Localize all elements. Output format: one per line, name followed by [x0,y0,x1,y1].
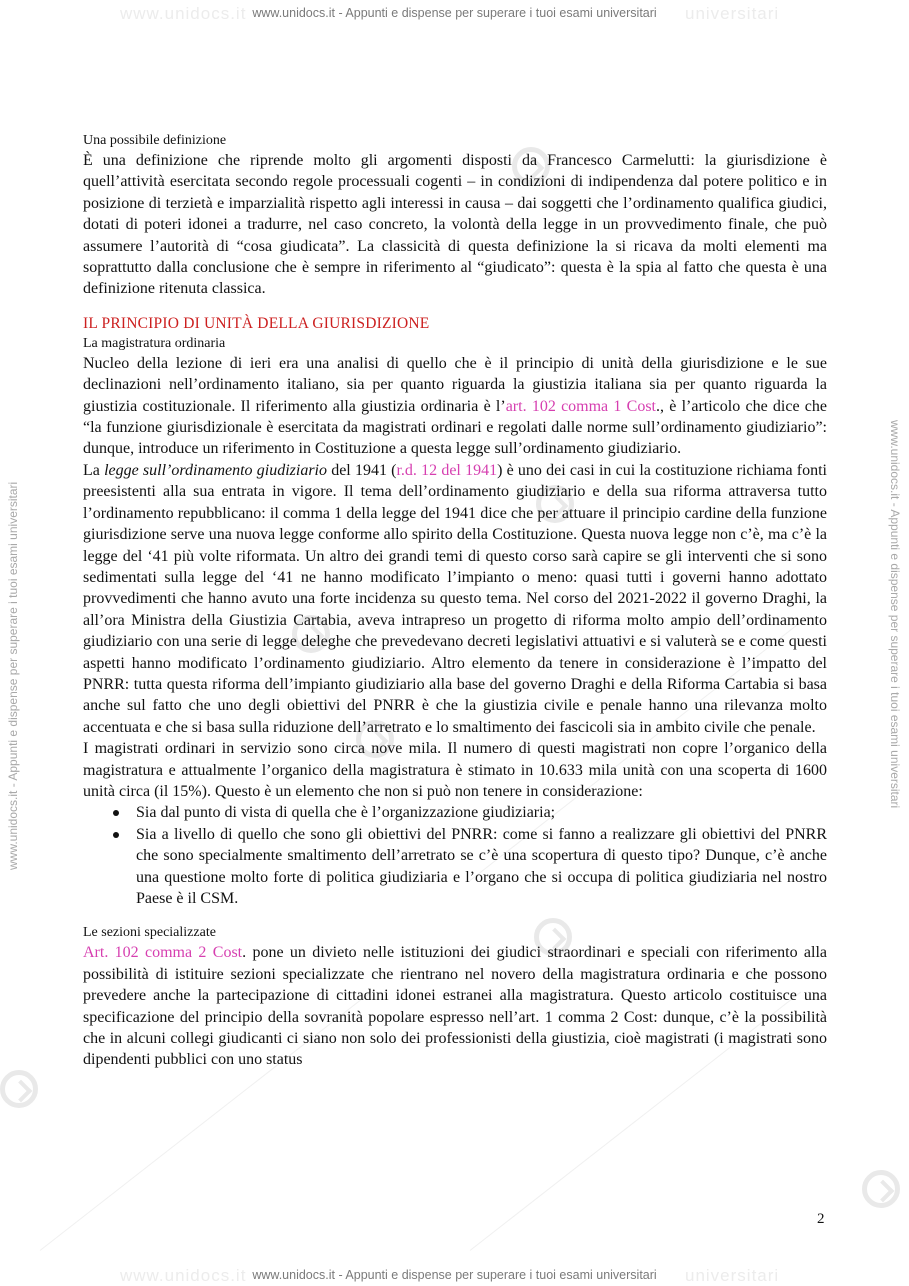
faint-watermark-top-left: www.unidocs.it [120,4,247,23]
watermark-logo-icon [0,1070,38,1108]
list-item: Sia a livello di quello che sono gli obiettivi del PNRR: come si fanno a realizzare gli obiettivi del PNRR che sono specialmente smaltimento dell’arretrato se c’è una scopertura di questo tipo? Dunque, c’è anche una questione molto forte di politica giudiziaria e l’organo che si occupa di politica giudiziaria nel nostro Paese è il CSM. [83,824,827,910]
watermark-logo-icon [862,1170,900,1208]
bullet-list [83,802,827,909]
paragraph-definizione: È una definizione che riprende molto gli argomenti disposti da Francesco Carmelutti: la giurisdizione è quell’attività esercitata secondo regole processuali cogenti – in condizioni di indipendenza dal potere politico e in posizione di terzietà e imparzialità rispetto agli interessi in causa – dai soggetti che l’ordinamento qualifica giudici, dotati di poteri idonei a tradurre, nel caso concreto, la volontà della legge in un provvedimento finale, che può assumere l’autorità di “cosa giudicata”. La classicità di questa definizione la si ricava da molti elementi ma soprattutto dalla conclusione che è sempre in riferimento al “giudicato”: questa è la spia al fatto che questa è una definizione ritenuta classica. [83,152,827,298]
faint-watermark-bottom-right: universitari [685,1266,780,1285]
right-watermark: www.unidocs.it - Appunti e dispense per superare i tuoi esami universitari [888,420,902,809]
faint-watermark-top-right: universitari [685,4,780,23]
citation-rd-12-1941: r.d. 12 del 1941 [396,461,498,479]
subheading-magistratura-ordinaria: La magistratura ordinaria [83,335,226,351]
left-watermark: www.unidocs.it - Appunti e dispense per superare i tuoi esami universitari [6,481,20,870]
citation-art-102-comma-1: art. 102 comma 1 Cost [505,397,656,415]
faint-watermark-bottom-left: www.unidocs.it [120,1266,247,1285]
paragraph-legge-ordinamento: La legge sull’ordinamento giudiziario del 1941 (r.d. 12 del 1941) è uno dei casi in cui la costituzione richiama fonti preesistenti alla sua entrata in vigore. Il tema dell’ordinamento giudiziario e della sua riforma attraversa tutto l’ordinamento repubblicano: il comma 1 della legge del 1941 dice che per attuare il principio cardine della funzione giurisdizione serve una nuova legge conforme allo spirito della Costituzione. Questa nuova legge non c’è, ma c’è la legge del ‘41 più volte riformata. Un altro dei grandi temi di questo corso sarà capire se gli interventi che si sono sedimentati sulla legge del ‘41 ne hanno modificato l’impianto o meno: quasi tutti i governi hanno adottato provvedimenti che hanno avuto una forte incidenza su questo tema. Nel corso del 2021-2022 il governo Draghi, la all’ora Ministra della Giustizia Cartabia, aveva intrapreso un progetto di riforma molto ampio dell’ordinamento giudiziario con una serie di legge deleghe che prevedevano decreti legislativi attuativi e si valuterà se e come questi aspetti hanno modificato l’ordinamento giudiziario. Altro elemento da tenere in considerazione è l’impatto del PNRR: tutta questa riforma dell’impianto giudiziario alla base del governo Draghi e della Riforma Cartabia si basa anche sul fatto che uno degli obiettivi del PNRR è che la giustizia civile e penale hanno una rilevanza molto accentuata e che si basa sulla riduzione dell’arretrato e lo smaltimento dei fascicoli sia in ambito civile che penale. [83,461,828,736]
paragraph-magistrati: I magistrati ordinari in servizio sono circa nove mila. Il numero di questi magistrati non copre l’organico della magistratura e attualmente l’organico della magistratura è stimato in 10.633 mila unità con una scoperta di 1600 unità circa (il 15%). Questo è un elemento che non si può non tenere in considerazione: [83,740,827,800]
paragraph-nucleo: Nucleo della lezione di ieri era una analisi di quello che è il principio di unità della giurisdizione e le sue declinazioni nell’ordinamento italiano, sia per quanto riguarda la giustizia italiana sia per quanto riguarda la giustizia costituzionale. Il riferimento alla giustizia ordinaria è l’art. 102 comma 1 Cost., è l’articolo che dice che “la funzione giurisdizionale è esercitata da magistrati ordinari e regolati dalle norme sull’ordinamento giudiziario”: dunque, introduce un riferimento in Costituzione a questa legge sull’ordinamento giudiziario. [83,354,828,458]
paragraph-sezioni: Art. 102 comma 2 Cost. pone un divieto nelle istituzioni dei giudici straordinari e speciali con riferimento alla possibilità di istituire sezioni specializzate che rientrano nel novero della magistratura ordinaria e che possono prevedere anche la partecipazione di cittadini idonei estranei alla magistratura. Questo articolo costituisce una specificazione del principio della sovranità popolare espresso nell’art. 1 comma 2 Cost: dunque, c’è la possibilità che in alcuni collegi giudicanti ci siano non solo dei professionisti della giustizia, cioè magistrati (i magistrati sono dipendenti pubblici con uno status [83,944,828,1069]
bottom-watermark: www.unidocs.it - Appunti e dispense per superare i tuoi esami universitari [252,1268,657,1282]
section-title-principio: IL PRINCIPIO DI UNITÀ DELLA GIURISDIZIONE [83,314,430,332]
italic-legge-title: legge sull’ordinamento giudiziario [104,461,327,479]
page-number: 2 [817,1211,825,1227]
document-body [83,131,827,1071]
subheading-sezioni-specializzate: Le sezioni specializzate [83,925,216,941]
top-watermark: www.unidocs.it - Appunti e dispense per superare i tuoi esami universitari [252,6,657,20]
section-heading-definizione: Una possibile definizione [83,133,227,148]
list-item: Sia dal punto di vista di quella che è l’organizzazione giudiziaria; [83,802,827,823]
citation-art-102-comma-2: Art. 102 comma 2 Cost [83,944,243,962]
